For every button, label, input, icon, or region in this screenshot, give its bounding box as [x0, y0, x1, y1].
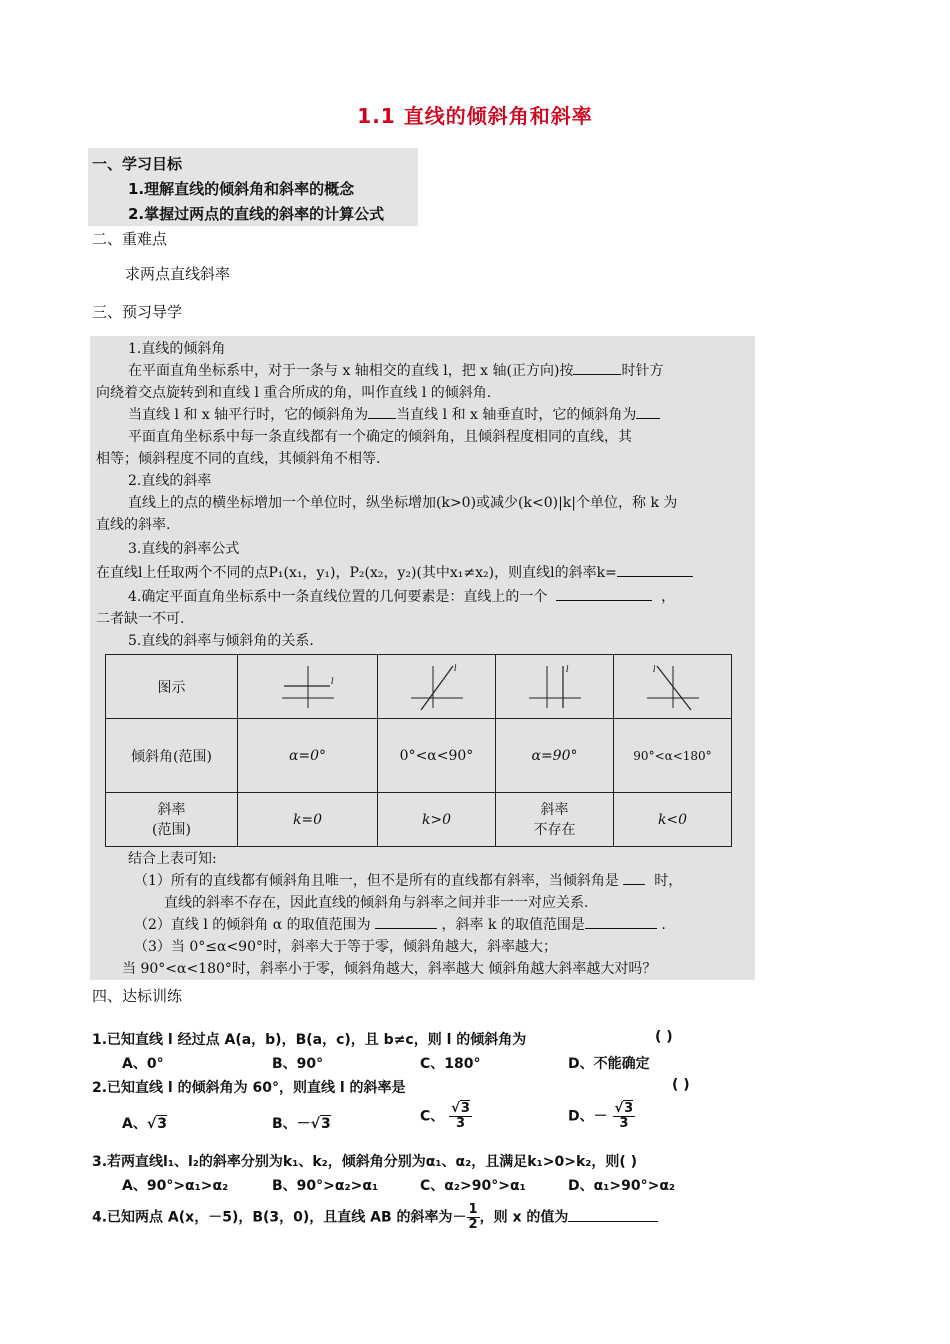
section-difficulty-heading: 二、重难点 [92, 230, 168, 248]
q2-option-c: C、 $\frac{√3}{3}$ [420, 1101, 470, 1131]
section-preview-heading: 三、预习导学 [92, 303, 183, 321]
graph-negative-icon [643, 662, 703, 712]
question-1: 1.已知直线 l 经过点 A(a，b)，B(a，c)，且 b≠c，则 l 的倾斜角为 [92, 1032, 527, 1048]
q2-option-b: B、－√3 [272, 1116, 331, 1132]
q1-option-d: D、不能确定 [568, 1056, 650, 1072]
q1-option-a: A、0° [122, 1056, 164, 1072]
question-2-paren: ( ) [672, 1077, 690, 1093]
after-line3: 直线的斜率不存在，因此直线的倾斜角与斜率之间并非一一对应关系. [164, 895, 589, 911]
preview-p2-line2: 直线的斜率. [96, 517, 171, 533]
row-label-slope-text: 斜率 (范围) [152, 801, 191, 838]
goal-2: 2.掌握过两点的直线的斜率的计算公式 [128, 205, 385, 223]
question-3: 3.若两直线l₁、l₂的斜率分别为k₁、k₂，倾斜角分别为α₁、α₂，且满足k₁>0>k₂，则( ) [92, 1154, 638, 1170]
graph-negative [614, 655, 732, 719]
preview-p3-line1: 在直线l上任取两个不同的点P₁(x₁，y₁)，P₂(x₂，y₂)(其中x₁≠x₂)，则直线l的斜率k= [96, 562, 693, 584]
page-title: 1.1 直线的倾斜角和斜率 [357, 104, 593, 128]
preview-p1-line3: 当直线 l 和 x 轴平行时，它的倾斜角为 当直线 l 和 x 轴垂直时，它的倾斜角为 [128, 404, 660, 426]
slope-zero: k=0 [238, 793, 378, 847]
difficulty-content: 求两点直线斜率 [125, 265, 231, 283]
after-line1: 结合上表可知: [128, 851, 217, 867]
preview-p1-line5: 相等；倾斜程度不同的直线，其倾斜角不相等. [96, 451, 381, 467]
q1-option-b: B、90° [272, 1056, 324, 1072]
after-line6: 当 90°<α<180°时，斜率小于零，倾斜角越大，斜率越大 倾斜角越大斜率越大对吗？ [122, 961, 657, 977]
preview-p4-line2: 二者缺一不可. [96, 611, 185, 627]
graph-horizontal [238, 655, 378, 719]
graph-horizontal-icon [278, 662, 338, 712]
svg-text:l: l [453, 663, 457, 673]
q2-option-a: A、√3 [122, 1116, 167, 1132]
after-line2: （1）所有的直线都有倾斜角且唯一，但不是所有的直线都有斜率，当倾斜角是 时， [134, 870, 682, 892]
row-label-angle: 倾斜角(范围) [106, 719, 238, 793]
slope-negative: k<0 [614, 793, 732, 847]
angle-zero: α=0° [238, 719, 378, 793]
after-line4: （2）直线 l 的倾斜角 α 的取值范围为 ，斜率 k 的取值范围是 . [134, 914, 666, 936]
svg-text:l: l [652, 664, 656, 674]
preview-p3-title: 3.直线的斜率公式 [128, 541, 240, 557]
angle-right: α=90° [496, 719, 614, 793]
goal-1: 1.理解直线的倾斜角和斜率的概念 [128, 180, 355, 198]
q3-option-d: D、α₁>90°>α₂ [568, 1178, 676, 1194]
angle-acute: 0°<α<90° [378, 719, 496, 793]
question-4: 4.已知两点 A(x，－5)，B(3，0)，且直线 AB 的斜率为－ $\frac{1}{2}$ ，则 x 的值为 [92, 1203, 658, 1232]
graph-vertical-icon [525, 662, 585, 712]
preview-p2-title: 2.直线的斜率 [128, 473, 212, 489]
preview-p1-line2: 向绕着交点旋转到和直线 l 重合所成的角，叫作直线 l 的倾斜角. [96, 385, 492, 401]
row-label-slope [106, 793, 238, 847]
question-1-paren: ( ) [655, 1029, 673, 1045]
graph-positive-icon [407, 662, 467, 712]
q3-option-b: B、90°>α₂>α₁ [272, 1178, 379, 1194]
preview-p4-line1: 4.确定平面直角坐标系中一条直线位置的几何要素是：直线上的一个 ， [128, 586, 675, 608]
angle-obtuse: 90°<α<180° [614, 719, 732, 793]
svg-text:l: l [330, 676, 334, 686]
preview-p5-title: 5.直线的斜率与倾斜角的关系. [128, 633, 314, 649]
after-line5: （3）当 0°≤α<90°时，斜率大于等于零，倾斜角越大，斜率越大； [134, 939, 557, 955]
section-goals-heading: 一、学习目标 [92, 155, 183, 173]
question-2: 2.已知直线 l 的倾斜角为 60°，则直线 l 的斜率是 [92, 1080, 406, 1096]
preview-p2-line1: 直线上的点的横坐标增加一个单位时，纵坐标增加(k>0)或减少(k<0)|k|个单位，称 k 为 [128, 495, 678, 511]
q2-option-d: D、－ $\frac{√3}{3}$ [568, 1101, 634, 1131]
q1-option-c: C、180° [420, 1056, 481, 1072]
graph-positive [378, 655, 496, 719]
q3-option-a: A、90°>α₁>α₂ [122, 1178, 229, 1194]
slope-none [496, 793, 614, 847]
slope-positive: k>0 [378, 793, 496, 847]
slope-angle-table [105, 654, 732, 847]
svg-text:l: l [565, 664, 569, 674]
preview-p1-line4: 平面直角坐标系中每一条直线都有一个确定的倾斜角，且倾斜程度相同的直线，其 [128, 429, 632, 445]
graph-vertical [496, 655, 614, 719]
row-label-figure: 图示 [106, 655, 238, 719]
q3-option-c: C、α₂>90°>α₁ [420, 1178, 526, 1194]
section-practice-heading: 四、达标训练 [92, 987, 183, 1005]
preview-p1-line1: 在平面直角坐标系中，对于一条与 x 轴相交的直线 l，把 x 轴(正方向)按 时针方 [128, 360, 663, 382]
slope-none-text: 斜率 不存在 [533, 801, 576, 838]
preview-p1-title: 1.直线的倾斜角 [128, 341, 226, 357]
